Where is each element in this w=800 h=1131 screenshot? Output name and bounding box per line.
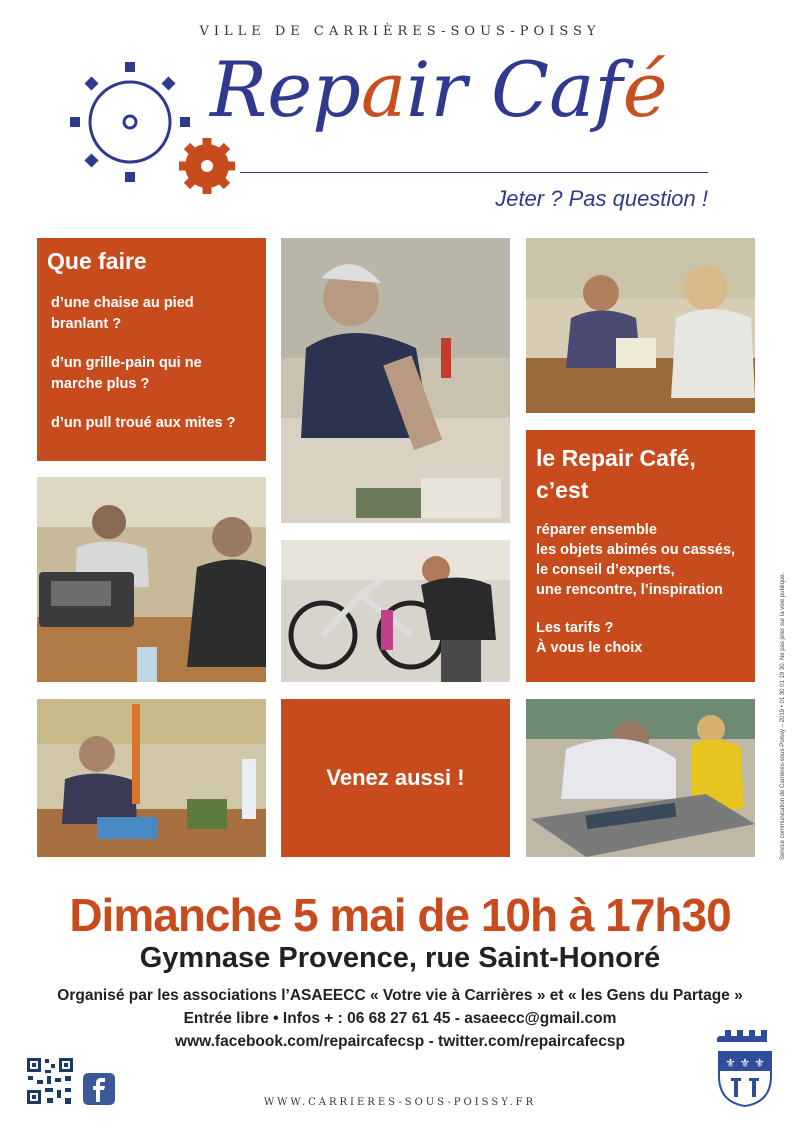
repair-info-line: les objets abimés ou cassés, — [536, 542, 736, 558]
legal-notice: Service communication de Carrières-sous-Poissy – 2019 • 01 30 01 19 30. Ne pas jeter sur la voie publique. — [780, 572, 786, 860]
repair-info-heading: c’est — [536, 477, 589, 503]
event-date: Dimanche 5 mai de 10h à 17h30 — [69, 889, 731, 941]
event-organiser: Organisé par les associations l’ASAEECC « Votre vie à Carrières » et « les Gens du Partage » — [57, 987, 743, 1004]
repair-info-line: réparer ensemble — [536, 522, 657, 538]
slogan: Jeter ? Pas question ! — [495, 186, 708, 211]
photo-electronics-repair — [37, 477, 266, 682]
title-rule — [240, 172, 708, 173]
photo-tv-repair — [526, 699, 755, 857]
venez-aussi-box — [281, 699, 510, 857]
city-name: VILLE DE CARRIÈRES-SOUS-POISSY — [199, 24, 601, 39]
que-faire-item: d’une chaise au pied branlant ? — [51, 295, 194, 332]
que-faire-item: d’un pull troué aux mites ? — [51, 415, 236, 431]
venez-aussi-text: Venez aussi ! — [326, 765, 465, 790]
repair-info-line: le conseil d’experts, — [536, 562, 675, 578]
event-place: Gymnase Provence, rue Saint-Honoré — [139, 942, 661, 974]
website-url[interactable]: WWW.CARRIERES-SOUS-POISSY.FR — [263, 1097, 537, 1108]
repair-info-heading: le Repair Café, — [536, 445, 696, 471]
event-links[interactable]: www.facebook.com/repaircafecsp - twitter.com/repaircafecsp — [175, 1033, 625, 1050]
photo-bicycle-repair — [281, 540, 510, 682]
svg-text:⚜ ⚜ ⚜: ⚜ ⚜ ⚜ — [725, 1056, 765, 1070]
tarifs-answer: À vous le choix — [536, 640, 643, 656]
event-contact: Entrée libre • Infos + : 06 68 27 61 45 - asaeecc@gmail.com — [183, 1010, 617, 1027]
photo-volunteers-table — [526, 238, 755, 413]
photo-repairer-workbench — [281, 238, 510, 523]
repair-cafe-info-box — [526, 430, 755, 682]
repair-info-line: une rencontre, l’inspiration — [536, 582, 723, 598]
que-faire-heading: Que faire — [47, 248, 147, 274]
page-title: Repair Café — [210, 45, 668, 134]
photo-woman-soldering — [37, 699, 266, 857]
que-faire-box — [37, 238, 266, 461]
que-faire-item: d’un grille-pain qui ne marche plus ? — [51, 355, 202, 392]
tarifs-question: Les tarifs ? — [536, 620, 614, 636]
